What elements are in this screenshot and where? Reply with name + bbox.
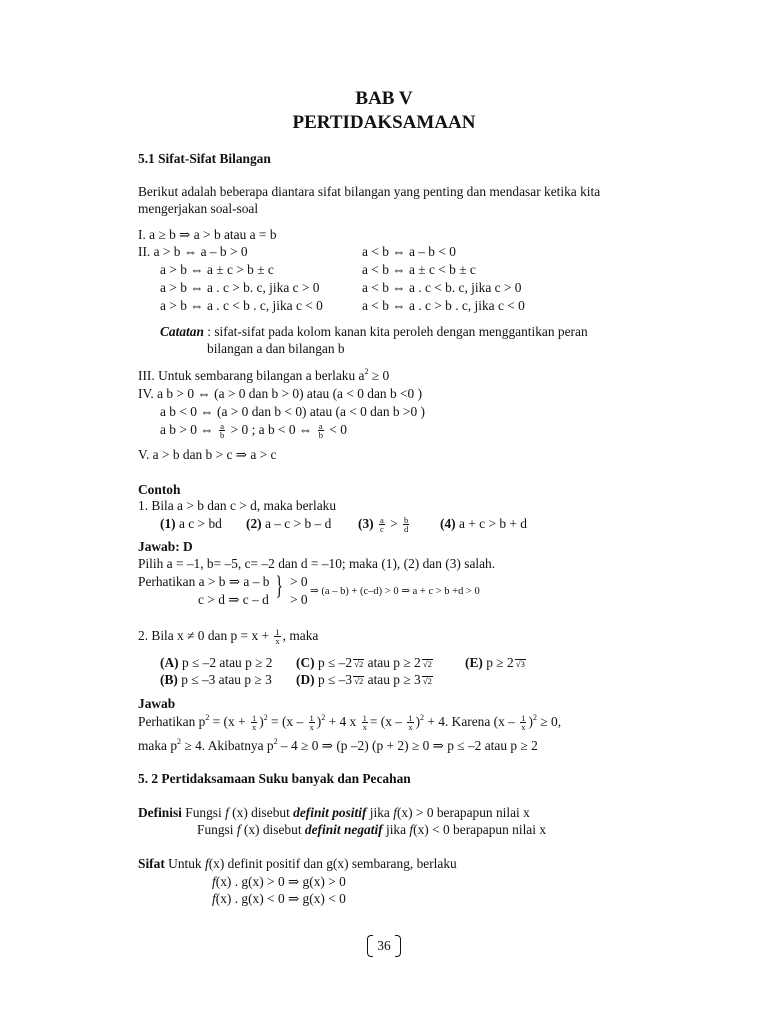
answer-result: ⇒ (a – b) + (c–d) > 0 ⇒ a + c > b +d > 0 xyxy=(310,586,480,597)
text: f xyxy=(393,805,397,820)
text: III. Untuk sembarang bilangan a berlaku a xyxy=(138,368,365,383)
property-line: a > b ⇔ a ± c > b ± c xyxy=(160,262,274,277)
text: ≥ 4. Akibatnya p xyxy=(181,738,274,753)
property-line: a < b ⇔ a – b < 0 xyxy=(362,244,456,259)
fraction xyxy=(362,714,368,731)
numerator: a xyxy=(379,515,384,526)
text: f xyxy=(236,822,241,837)
text: Perhatikan p xyxy=(138,714,206,729)
answer-heading: Jawab xyxy=(138,696,176,711)
text: 2. Bila x ≠ 0 dan p = x + xyxy=(138,628,270,643)
numerator: a xyxy=(220,421,225,432)
answer-line: > 0 xyxy=(290,592,308,607)
text: < 0 xyxy=(329,422,347,437)
sqrt: √ 2 xyxy=(422,659,433,669)
property-label: Sifat xyxy=(138,856,165,871)
options xyxy=(160,515,222,532)
property-line: a < b ⇔ a ± c < b ± c xyxy=(362,262,476,277)
property-line: II. a > b ⇔ a – b > 0 xyxy=(138,244,248,259)
text: f xyxy=(225,805,229,820)
fraction xyxy=(379,516,385,533)
denominator: x xyxy=(275,636,280,647)
option-num: (2) xyxy=(246,516,262,531)
text: – 4 ≥ 0 ⇒ (p –2) (p + 2) ≥ 0 ⇒ p ≤ –2 atau p ≥ 2 xyxy=(277,738,538,753)
text: (x) < 0 berapapun nilai x xyxy=(413,822,547,837)
chapter-label: BAB V xyxy=(355,88,413,109)
option: a + c > b + d xyxy=(455,516,527,531)
property-line: a > b ⇔ a . c > b. c, jika c > 0 xyxy=(160,280,320,295)
intro-line: mengerjakan soal-soal xyxy=(138,201,259,216)
exponent: 2 xyxy=(321,713,326,722)
text: Untuk xyxy=(164,856,205,871)
options xyxy=(440,515,527,532)
text: f xyxy=(409,822,414,837)
option-num: (C) xyxy=(296,655,315,670)
option-text: p ≥ 2 xyxy=(482,655,514,670)
options xyxy=(358,515,411,533)
option-num: (A) xyxy=(160,655,179,670)
section-heading: 5.1 Sifat-Sifat Bilangan xyxy=(138,151,271,166)
fraction xyxy=(251,714,257,731)
text: ) xyxy=(316,714,322,729)
text: f xyxy=(212,874,216,889)
numerator: 1 xyxy=(521,713,526,724)
denominator: c xyxy=(379,524,384,535)
property-line: V. a > b dan b > c ⇒ a > c xyxy=(138,447,277,462)
option xyxy=(465,654,526,671)
chapter-title: PERTIDAKSAMAAN xyxy=(292,112,476,133)
text: (x) . g(x) < 0 ⇒ g(x) < 0 xyxy=(215,891,346,906)
option-text: atau p ≥ 3 xyxy=(364,672,421,687)
fraction xyxy=(309,714,315,731)
property-line: a b < 0 ⇔ (a > 0 dan b < 0) atau (a < 0 dan b >0 ) xyxy=(160,404,425,419)
sqrt: √ 2 xyxy=(422,676,433,686)
answer-line xyxy=(138,713,561,731)
numerator: 1 xyxy=(408,713,413,724)
fraction xyxy=(407,714,413,731)
text: + 4. Karena (x – xyxy=(424,714,515,729)
option-num: (E) xyxy=(465,655,483,670)
fraction xyxy=(318,422,324,439)
intro-line: Berikut adalah beberapa diantara sifat bilangan yang penting dan mendasar ketika kita xyxy=(138,184,601,199)
property-line xyxy=(138,855,457,872)
option-num: (3) xyxy=(358,516,374,531)
text: ) xyxy=(415,714,421,729)
option-text: p ≤ –2 atau p ≥ 2 xyxy=(178,655,273,670)
definition-line xyxy=(197,821,546,838)
note-text: bilangan a dan bilangan b xyxy=(207,341,345,356)
denominator: b xyxy=(318,430,323,441)
text: (x) disebut xyxy=(228,805,294,820)
text: jika xyxy=(382,822,410,837)
text: > xyxy=(390,516,398,531)
numerator: 1 xyxy=(362,713,367,724)
option-text: p ≤ –3 xyxy=(314,672,353,687)
option-num: (D) xyxy=(296,672,315,687)
example-heading: Contoh xyxy=(138,482,181,497)
text: Fungsi xyxy=(197,822,237,837)
denominator: x xyxy=(251,722,257,733)
text: ≥ 0 xyxy=(368,368,390,383)
fraction xyxy=(403,516,409,533)
property-line: I. a ≥ b ⇒ a > b atau a = b xyxy=(138,227,277,242)
sqrt: √ 3 xyxy=(515,659,526,669)
text: jika xyxy=(366,805,394,820)
answer-heading: Jawab: D xyxy=(138,539,193,554)
exponent: 2 xyxy=(273,737,278,746)
option-num: (B) xyxy=(160,672,178,687)
denominator: d xyxy=(404,524,409,535)
exponent: 2 xyxy=(177,737,182,746)
property-line xyxy=(212,890,346,907)
property-line: a > b ⇔ a . c < b . c, jika c < 0 xyxy=(160,298,323,313)
numerator: a xyxy=(318,421,323,432)
text: = (x – xyxy=(267,714,304,729)
option-num: (1) xyxy=(160,516,176,531)
text: (x) . g(x) > 0 ⇒ g(x) > 0 xyxy=(215,874,346,889)
exponent: 2 xyxy=(420,713,425,722)
text: f xyxy=(212,891,216,906)
term: definit negatif xyxy=(304,822,383,837)
numerator: 1 xyxy=(309,713,314,724)
answer-line: > 0 xyxy=(290,574,308,589)
text: ) xyxy=(259,714,264,729)
fraction xyxy=(274,628,280,645)
text: Fungsi xyxy=(181,805,226,820)
text: > 0 ; a b < 0 ⇔ xyxy=(230,422,313,437)
denominator: x xyxy=(309,722,314,733)
option-num: (4) xyxy=(440,516,456,531)
text: (x) > 0 berapapun nilai x xyxy=(396,805,530,820)
option-text: p ≤ –3 atau p ≥ 3 xyxy=(177,672,272,687)
denominator: x xyxy=(521,722,526,733)
option xyxy=(296,671,433,688)
sqrt: √ 2 xyxy=(353,676,364,686)
text: ≥ 0, xyxy=(536,714,562,729)
exponent: 2 xyxy=(205,713,210,722)
brace-icon: } xyxy=(275,571,283,600)
option: a – c > b – d xyxy=(261,516,332,531)
text: , maka xyxy=(282,628,319,643)
answer-line: c > d ⇒ c – d xyxy=(198,592,269,607)
denominator: x xyxy=(408,722,413,733)
numerator: 1 xyxy=(275,627,280,638)
text: f xyxy=(204,856,209,871)
sqrt: √ 2 xyxy=(353,659,364,669)
text: = (x – xyxy=(369,714,402,729)
option-text: atau p ≥ 2 xyxy=(364,655,421,670)
property-line xyxy=(212,873,346,890)
text: = (x + xyxy=(209,714,246,729)
text: ) xyxy=(528,714,533,729)
numerator: 1 xyxy=(251,713,257,724)
numerator: b xyxy=(404,515,409,526)
answer-line: Perhatikan a > b ⇒ a – b xyxy=(138,574,270,589)
note xyxy=(160,323,588,340)
text: a b > 0 ⇔ xyxy=(160,422,214,437)
fraction xyxy=(520,714,526,731)
question xyxy=(138,627,318,645)
fraction xyxy=(219,422,225,439)
option xyxy=(160,671,272,688)
option xyxy=(296,654,433,671)
options xyxy=(246,515,331,532)
text: (x) definit positif dan g(x) sembarang, berlaku xyxy=(208,856,457,871)
question: 1. Bila a > b dan c > d, maka berlaku xyxy=(138,498,337,513)
property-line: a < b ⇔ a . c < b. c, jika c > 0 xyxy=(362,280,522,295)
property-line: a < b ⇔ a . c > b . c, jika c < 0 xyxy=(362,298,525,313)
exponent: 2 xyxy=(532,713,537,722)
text: + 4 x xyxy=(325,714,357,729)
answer-line xyxy=(138,737,538,754)
property-line: IV. a b > 0 ⇔ (a > 0 dan b > 0) atau (a < 0 dan b <0 ) xyxy=(138,386,423,401)
section-heading: 5. 2 Pertidaksamaan Suku banyak dan Pecahan xyxy=(138,771,411,786)
text: (x) disebut xyxy=(240,822,305,837)
answer-line: Pilih a = –1, b= –5, c= –2 dan d = –10; maka (1), (2) dan (3) salah. xyxy=(138,556,496,571)
option-text: p ≤ –2 xyxy=(314,655,353,670)
exponent: 2 xyxy=(263,713,268,722)
property-line xyxy=(160,421,347,439)
note-label: Catatan xyxy=(160,324,204,339)
option xyxy=(160,654,273,671)
option: a c > bd xyxy=(175,516,222,531)
property-line xyxy=(138,367,389,384)
exponent: 2 xyxy=(364,367,369,376)
text: maka p xyxy=(138,738,178,753)
term: definit positif xyxy=(293,805,367,820)
denominator: b xyxy=(220,430,225,441)
definition-line xyxy=(138,804,530,821)
page-number: 36 xyxy=(367,934,401,958)
denominator: x xyxy=(362,722,367,733)
note-text: : sifat-sifat pada kolom kanan kita peroleh dengan menggantikan peran xyxy=(203,324,588,339)
definition-label: Definisi xyxy=(138,805,182,820)
